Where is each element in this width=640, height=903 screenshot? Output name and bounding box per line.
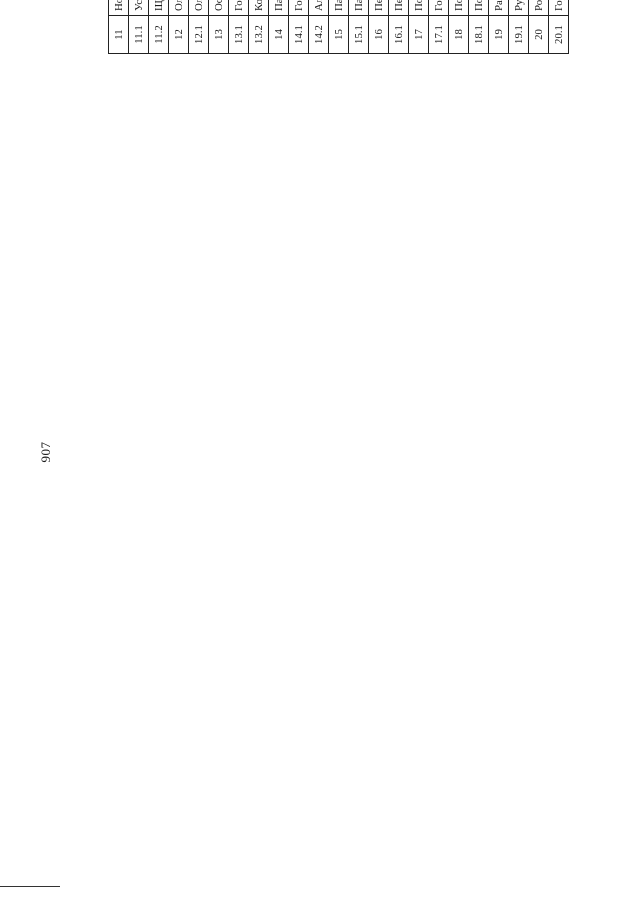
- table-row: [469, 0, 489, 54]
- table-row: [529, 0, 549, 54]
- table-row: [169, 0, 189, 54]
- row-number-cell: 15.1: [349, 16, 369, 54]
- table-row: [229, 0, 249, 54]
- municipality-name-cell: [449, 0, 469, 16]
- municipality-name-cell: [289, 0, 309, 16]
- row-number-cell: 12: [169, 16, 189, 54]
- municipality-name-cell: [469, 0, 489, 16]
- row-number-cell: 14: [269, 16, 289, 54]
- table-body: [109, 0, 569, 54]
- page-number: 907: [38, 441, 53, 463]
- row-number-cell: 14.1: [289, 16, 309, 54]
- municipality-name-cell: [249, 0, 269, 16]
- municipality-name-cell: [329, 0, 349, 16]
- table-row: [209, 0, 229, 54]
- table-row: [309, 0, 329, 54]
- table-row: [409, 0, 429, 54]
- table-row: [129, 0, 149, 54]
- municipality-name-cell: [209, 0, 229, 16]
- row-number-cell: 15: [329, 16, 349, 54]
- table-row: [349, 0, 369, 54]
- row-number-cell: 16: [369, 16, 389, 54]
- row-number-cell: 19: [489, 16, 509, 54]
- municipality-name-cell: [129, 0, 149, 16]
- row-number-cell: 18: [449, 16, 469, 54]
- municipality-name-cell: [509, 0, 529, 16]
- municipality-name-cell: [369, 0, 389, 16]
- municipality-name-cell: [429, 0, 449, 16]
- table-row: [329, 0, 349, 54]
- municipality-name-cell: [489, 0, 509, 16]
- row-number-cell: 18.1: [469, 16, 489, 54]
- municipality-name-cell: [549, 0, 569, 16]
- municipality-name-cell: [529, 0, 549, 16]
- municipality-name-cell: [189, 0, 209, 16]
- municipality-name-cell: [169, 0, 189, 16]
- data-table-container: [108, 25, 565, 849]
- footer-rule: [0, 886, 60, 887]
- row-number-cell: 20: [529, 16, 549, 54]
- municipality-name-cell: [349, 0, 369, 16]
- row-number-cell: 17.1: [429, 16, 449, 54]
- row-number-cell: 17: [409, 16, 429, 54]
- municipality-name-cell: [409, 0, 429, 16]
- row-number-cell: 13: [209, 16, 229, 54]
- row-number-cell: 14.2: [309, 16, 329, 54]
- municipality-name-cell: [269, 0, 289, 16]
- row-number-cell: 12.1: [189, 16, 209, 54]
- table-row: [489, 0, 509, 54]
- row-number-cell: 13.2: [249, 16, 269, 54]
- table-row: [389, 0, 409, 54]
- table-row: [189, 0, 209, 54]
- row-number-cell: 20.1: [549, 16, 569, 54]
- rotated-table: [108, 0, 564, 54]
- row-number-cell: 11.1: [129, 16, 149, 54]
- municipality-name-cell: [229, 0, 249, 16]
- municipality-name-cell: [309, 0, 329, 16]
- table-row: [289, 0, 309, 54]
- table-row: [449, 0, 469, 54]
- row-number-cell: 13.1: [229, 16, 249, 54]
- data-table: [108, 0, 569, 54]
- row-number-cell: 11.2: [149, 16, 169, 54]
- row-number-cell: 11: [109, 16, 129, 54]
- table-row: [429, 0, 449, 54]
- municipality-name-cell: [149, 0, 169, 16]
- row-number-cell: 19.1: [509, 16, 529, 54]
- table-row: [369, 0, 389, 54]
- table-row: [269, 0, 289, 54]
- table-row: [509, 0, 529, 54]
- table-row: [549, 0, 569, 54]
- municipality-name-cell: [109, 0, 129, 16]
- municipality-name-cell: [389, 0, 409, 16]
- table-row: [249, 0, 269, 54]
- table-row: [149, 0, 169, 54]
- row-number-cell: 16.1: [389, 16, 409, 54]
- table-row: [109, 0, 129, 54]
